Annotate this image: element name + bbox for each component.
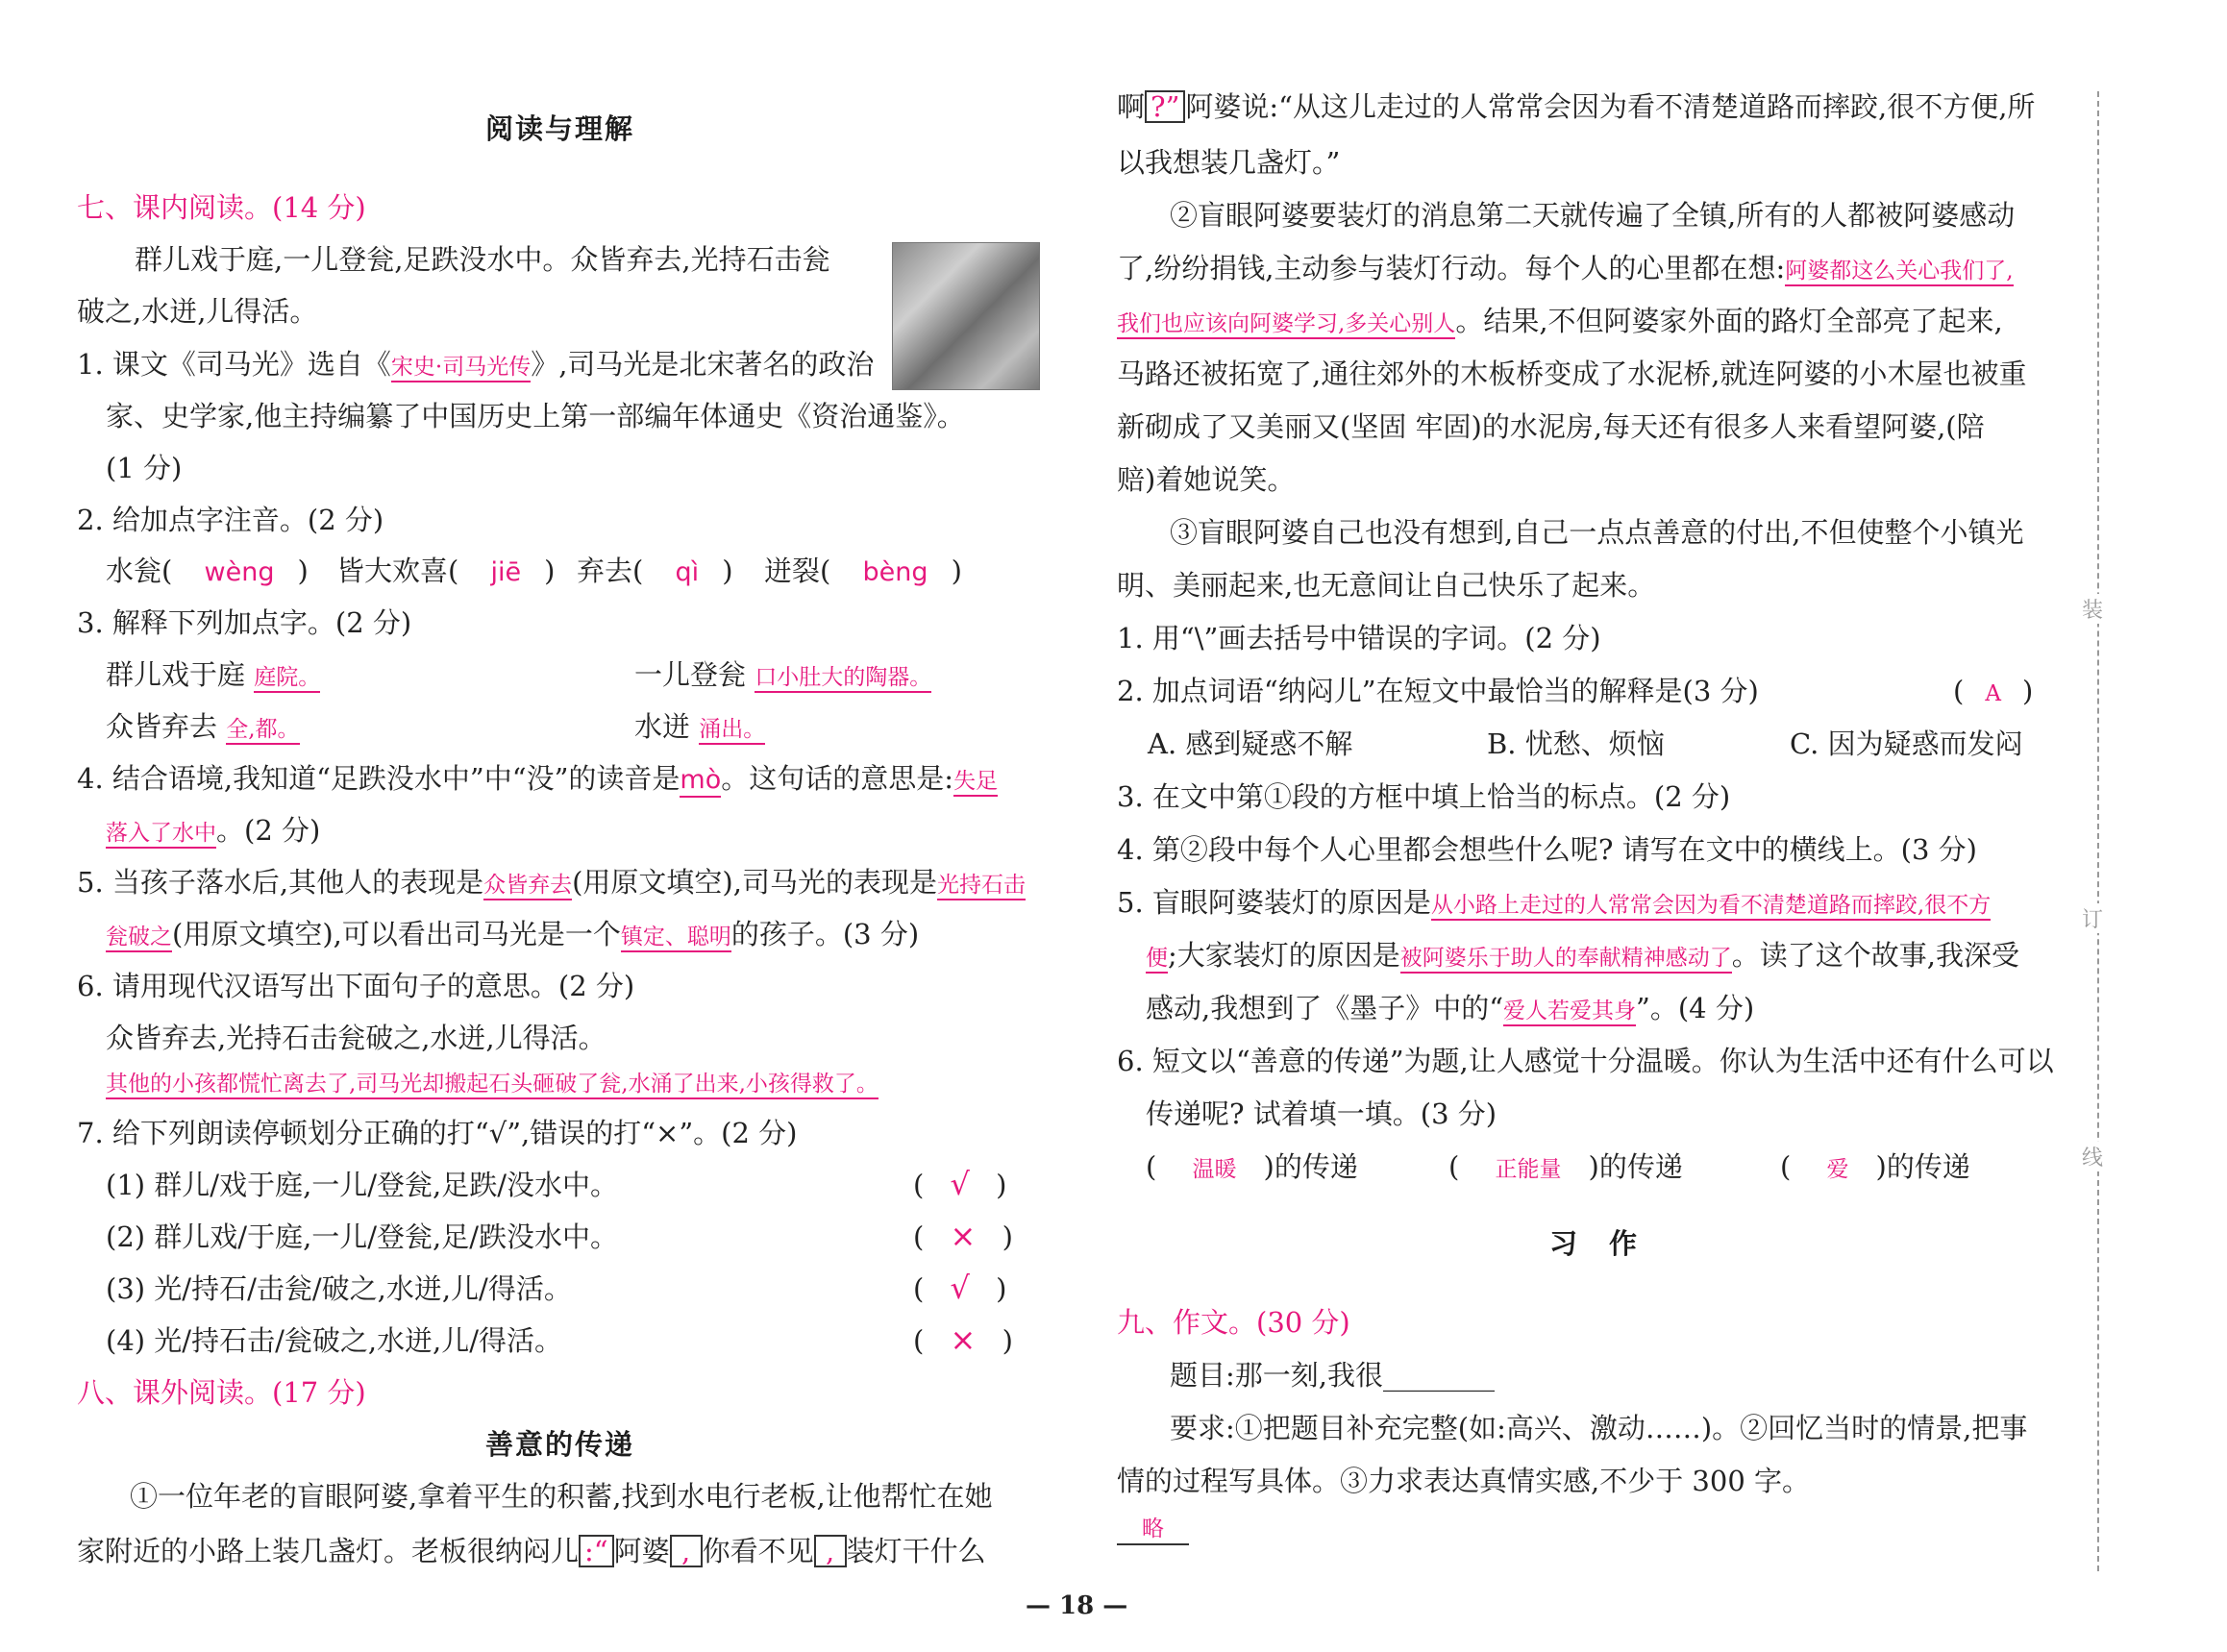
p2-line1: ②盲眼阿婆要装灯的消息第二天就传遍了全镇,所有的人都被阿婆感动 — [1170, 199, 2016, 232]
p3-line2: 明、美丽起来,也无意间让自己快乐了起来。 — [1117, 569, 1656, 602]
p2-line6: 赔)着她说笑。 — [1117, 463, 1296, 496]
q9-heading: 九、作文。(30 分) — [1117, 1306, 1350, 1339]
r5-line2: 便;大家装灯的原因是被阿婆乐于助人的奉献精神感动了。读了这个故事,我深受 — [1146, 939, 2019, 972]
r5-line1: 5. 盲眼阿婆装灯的原因是从小路上走过的人常常会因为看不清楚道路而摔跤,很不方 — [1117, 886, 1992, 919]
r6-item-3: ( 爱 )的传递 — [1780, 1150, 1970, 1183]
p2-line2: 了,纷纷捐钱,主动参与装灯行动。每个人的心里都在想:阿婆都这么关心我们了, — [1117, 252, 2014, 284]
q7-s3-item-2: 一儿登瓮 口小肚大的陶器。 — [634, 658, 932, 691]
r6-line2: 传递呢? 试着填一填。(3 分) — [1146, 1097, 1497, 1130]
q7-passage-line2: 破之,水迸,儿得活。 — [77, 295, 318, 328]
r1: 1. 用“\”画去括号中错误的字词。(2 分) — [1117, 622, 1601, 654]
q7-s1-answer: 宋史·司马光传 — [391, 355, 531, 382]
q7-s4-line1: 4. 结合语境,我知道“足跌没水中”中“没”的读音是mò。这句话的意思是:失足 — [77, 763, 998, 795]
q8-story-title: 善意的传递 — [485, 1428, 635, 1461]
r5-line3: 感动,我想到了《墨子》中的“爱人若爱其身”。(4 分) — [1146, 992, 1755, 1024]
r6-item-1: ( 温暖 )的传递 — [1146, 1150, 1358, 1183]
q8-p1-line2: 家附近的小路上装几盏灯。老板很纳闷儿 :“ 阿婆 , 你看不见 , 装灯干什么 — [77, 1535, 986, 1567]
q7-s2-item-2: 皆大欢喜( jiē ) — [336, 555, 556, 587]
punct-box-3: , — [814, 1535, 847, 1567]
sima-guang-illustration — [892, 242, 1040, 390]
q7-s7-item-2: (2) 群儿戏/于庭,一儿/登瓮,足/跌没水中。 — [106, 1221, 619, 1253]
page-number: — 18 — — [1026, 1591, 1128, 1620]
q8-p1-line1: ①一位年老的盲眼阿婆,拿着平生的积蓄,找到水电行老板,让他帮忙在她 — [130, 1480, 993, 1513]
binding-char-1: 装 — [2082, 594, 2103, 624]
p2-line3: 我们也应该向阿婆学习,多关心别人。结果,不但阿婆家外面的路灯全部亮了起来, — [1117, 305, 2003, 337]
r6-item-2: ( 正能量 )的传递 — [1448, 1150, 1683, 1183]
q7-s6-answer: 其他的小孩都慌忙离去了,司马光却搬起石头砸破了瓮,水涌了出来,小孩得救了。 — [106, 1072, 878, 1099]
q8-heading: 八、课外阅读。(17 分) — [77, 1376, 366, 1409]
r2-option-b: B. 忧愁、烦恼 — [1487, 727, 1665, 760]
q7-heading: 七、课内阅读。(14 分) — [77, 191, 366, 224]
q7-s1-line1: 1. 课文《司马光》选自《宋史·司马光传》,司马光是北宋著名的政治 — [77, 348, 875, 381]
r2-answer: ( A ) — [1953, 675, 2034, 707]
binding-char-3: 线 — [2082, 1142, 2103, 1171]
q9-req-line1: 要求:①把题目补充完整(如:高兴、激动……)。②回忆当时的情景,把事 — [1170, 1412, 2028, 1444]
r4: 4. 第②段中每个人心里都会想些什么呢? 请写在文中的横线上。(3 分) — [1117, 833, 1977, 866]
q7-s7-ans-2: ( × ) — [913, 1218, 1013, 1254]
q7-s7-ans-1: ( √ ) — [913, 1166, 1007, 1202]
r2-option-c: C. 因为疑惑而发闷 — [1790, 727, 2023, 760]
p2-line4: 马路还被拓宽了,通往郊外的木板桥变成了水泥桥,就连阿婆的小木屋也被重 — [1117, 358, 2027, 390]
q7-s7-title: 7. 给下列朗读停顿划分正确的打“√”,错误的打“×”。(2 分) — [77, 1117, 798, 1149]
punct-box-1: :“ — [579, 1535, 614, 1567]
q7-s2-item-1: 水瓮( wèng ) — [106, 555, 309, 587]
binding-dashed-line — [2097, 91, 2099, 1571]
q7-s6-sentence: 众皆弃去,光持石击瓮破之,水迸,儿得活。 — [106, 1022, 606, 1054]
q9-answer: 略 — [1117, 1516, 1189, 1545]
p1-cont-line1: 啊 ?” 阿婆说:“从这儿走过的人常常会因为看不清楚道路而摔跤,很不方便,所 — [1117, 90, 2036, 123]
q7-s3-item-1: 群儿戏于庭 庭院。 — [106, 658, 321, 691]
q9-topic: 题目:那一刻,我很________ — [1170, 1359, 1495, 1392]
q7-s6-title: 6. 请用现代汉语写出下面句子的意思。(2 分) — [77, 970, 635, 1002]
q7-s3-item-3: 众皆弃去 全,都。 — [106, 710, 300, 743]
p2-line5: 新砌成了又美丽又(坚固 牢固)的水泥房,每天还有很多人来看望阿婆,(陪 — [1117, 410, 1985, 443]
p1-cont-line2: 以我想装几盏灯。” — [1117, 146, 1341, 179]
r6-line1: 6. 短文以“善意的传递”为题,让人感觉十分温暖。你认为生活中还有什么可以 — [1117, 1045, 2054, 1077]
section-title-writing: 习 作 — [1549, 1227, 1640, 1260]
q7-s2-title: 2. 给加点字注音。(2 分) — [77, 504, 384, 536]
q7-s3-title: 3. 解释下列加点字。(2 分) — [77, 606, 412, 639]
q7-s4-pinyin: mò — [680, 765, 721, 798]
binding-char-2: 订 — [2082, 903, 2103, 933]
q7-s7-item-1: (1) 群儿/戏于庭,一儿/登瓮,足跌/没水中。 — [106, 1169, 619, 1201]
q7-s7-item-4: (4) 光/持石击/瓮破之,水迸,儿/得活。 — [106, 1324, 563, 1357]
q7-s2-item-3: 弃去( qì ) — [577, 555, 733, 587]
punct-box-4: ?” — [1145, 90, 1185, 123]
r2-question: 2. 加点词语“纳闷儿”在短文中最恰当的解释是(3 分) — [1117, 675, 1759, 707]
p3-line1: ③盲眼阿婆自己也没有想到,自己一点点善意的付出,不但使整个小镇光 — [1170, 516, 2024, 549]
section-title-reading: 阅读与理解 — [485, 112, 635, 145]
q7-passage-line1: 群儿戏于庭,一儿登瓮,足跌没水中。众皆弃去,光持石击瓮 — [135, 243, 830, 276]
q7-s1-line2: 家、史学家,他主持编纂了中国历史上第一部编年体通史《资治通鉴》。 — [106, 400, 965, 432]
q7-s7-ans-3: ( √ ) — [913, 1270, 1007, 1306]
q9-req-line2: 情的过程写具体。③力求表达真情实感,不少于 300 字。 — [1117, 1465, 1811, 1497]
q7-s4-line2: 落入了水中。(2 分) — [106, 814, 321, 847]
r3: 3. 在文中第①段的方框中填上恰当的标点。(2 分) — [1117, 780, 1731, 813]
q7-s2-item-4: 迸裂( bèng ) — [764, 555, 962, 587]
q7-s7-ans-4: ( × ) — [913, 1321, 1013, 1358]
q7-s3-item-4: 水迸 涌出。 — [634, 710, 766, 743]
r2-option-a: A. 感到疑惑不解 — [1148, 727, 1353, 760]
punct-box-2: , — [670, 1535, 703, 1567]
q7-s1-score: (1 分) — [106, 452, 183, 484]
q7-s5-line2: 瓮破之(用原文填空),可以看出司马光是一个镇定、聪明的孩子。(3 分) — [106, 918, 920, 950]
q7-s5-line1: 5. 当孩子落水后,其他人的表现是众皆弃去(用原文填空),司马光的表现是光持石击 — [77, 866, 1026, 899]
q7-s7-item-3: (3) 光/持石/击瓮/破之,水迸,儿/得活。 — [106, 1272, 572, 1305]
